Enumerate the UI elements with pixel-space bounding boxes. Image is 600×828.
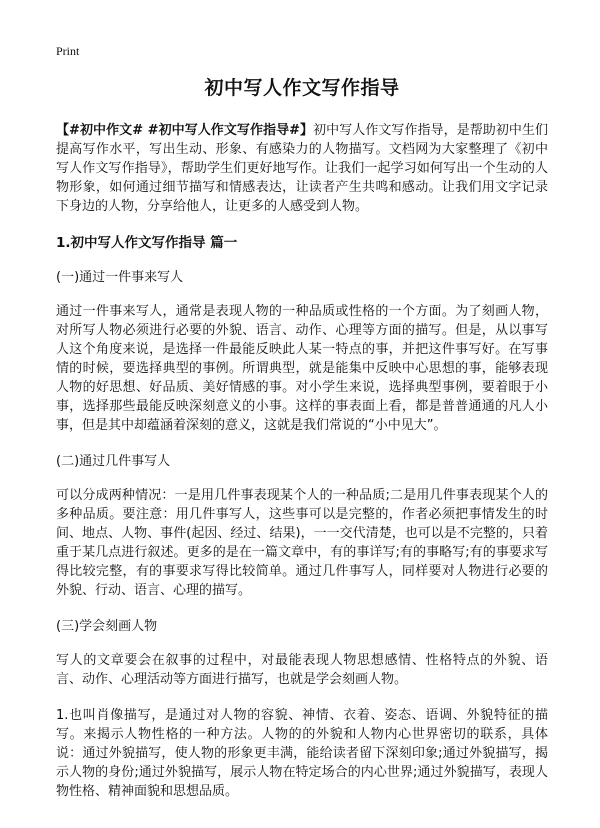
intro-paragraph: [56, 121, 548, 216]
intro-text: 初中写人作文写作指导，是帮助初中生们提高写作水平，写出生动、形象、有感染力的人物描写。文档网为大家整理了《初中写人作文写作指导》，帮助学生们更好地写作。让我们一起学习如何写出一个生动的人物形象，如何通过细节描写和情感表达，让读者产生共鸣和感动。让我们用文字记录下身边的人物，分享给他人，让更多的人感受到人物。: [56, 123, 548, 214]
intro-tag: 【#初中作文# #初中写人作文写作指导#】: [56, 123, 314, 138]
print-label: Print: [56, 44, 80, 58]
subsection-3-paragraph-2: 1.也叫肖像描写，是通过对人物的容貌、神情、衣着、姿态、语调、外貌特征的描写。来揭示人物性格的一种方法。人物的的外貌和人物内心世界密切的联系，具体说：通过外貌描写，使人物的形象更丰满，能给读者留下深刻印象;通过外貌描写，揭示人物的身份;通过外貌描写，展示人物在特定场合的内心世界;通过外貌描写，表现人物性格、精神面貌和思想品质。: [56, 708, 548, 799]
subsection-heading-3: (三)学会刻画人物: [56, 619, 158, 634]
subsection-heading-2: (二)通过几件事写人: [56, 454, 171, 469]
subsection-heading-1: (一)通过一件事来写人: [56, 270, 184, 285]
subsection-1-paragraph: 通过一件事来写人，通常是表现人物的一种品质或性格的一个方面。为了刻画人物，对所写人物必须进行必要的外貌、语言、动作、心理等方面的描写。但是，从以事写人这个角度来说，是选择一件最能反映此人某一特点的事，并把这件事写好。在写事情的时候，要选择典型的事例。所谓典型，就是能集中反映中心思想的事，能够表现人物的好思想、好品质、美好情感的事。对小学生来说，选择典型事例，要着眼于小事，选择那些最能反映深刻意义的小事。这样的事表面上看，都是普普通通的凡人小事，但是其中却蕴涵着深刻的意义，这就是我们常说的“小中见大”。: [56, 304, 548, 433]
section-heading: 1.初中写人作文写作指导 篇一: [56, 235, 238, 251]
subsection-3-paragraph-1: 写人的文章要会在叙事的过程中，对最能表现人物思想感情、性格特点的外貌、语言、动作、心理活动等方面进行描写，也就是学会刻画人物。: [56, 653, 548, 687]
document-title: 初中写人作文写作指导: [204, 77, 400, 99]
subsection-2-paragraph: 可以分成两种情况：一是用几件事表现某个人的一种品质;二是用几件事表现某个人的多种品质。要注意：用几件事写人，这些事可以是完整的，作者必须把事情发生的时间、地点、人物、事件(起因、经过、结果)，一一交代清楚，也可以是不完整的，只着重于某几点进行叙述。更多的是在一篇文章中，有的事详写;有的事略写;有的事要求写得比较完整，有的事要求写得比较简单。通过几件事写人，同样要对人物进行必要的外貌、行动、语言、心理的描写。: [56, 488, 548, 598]
